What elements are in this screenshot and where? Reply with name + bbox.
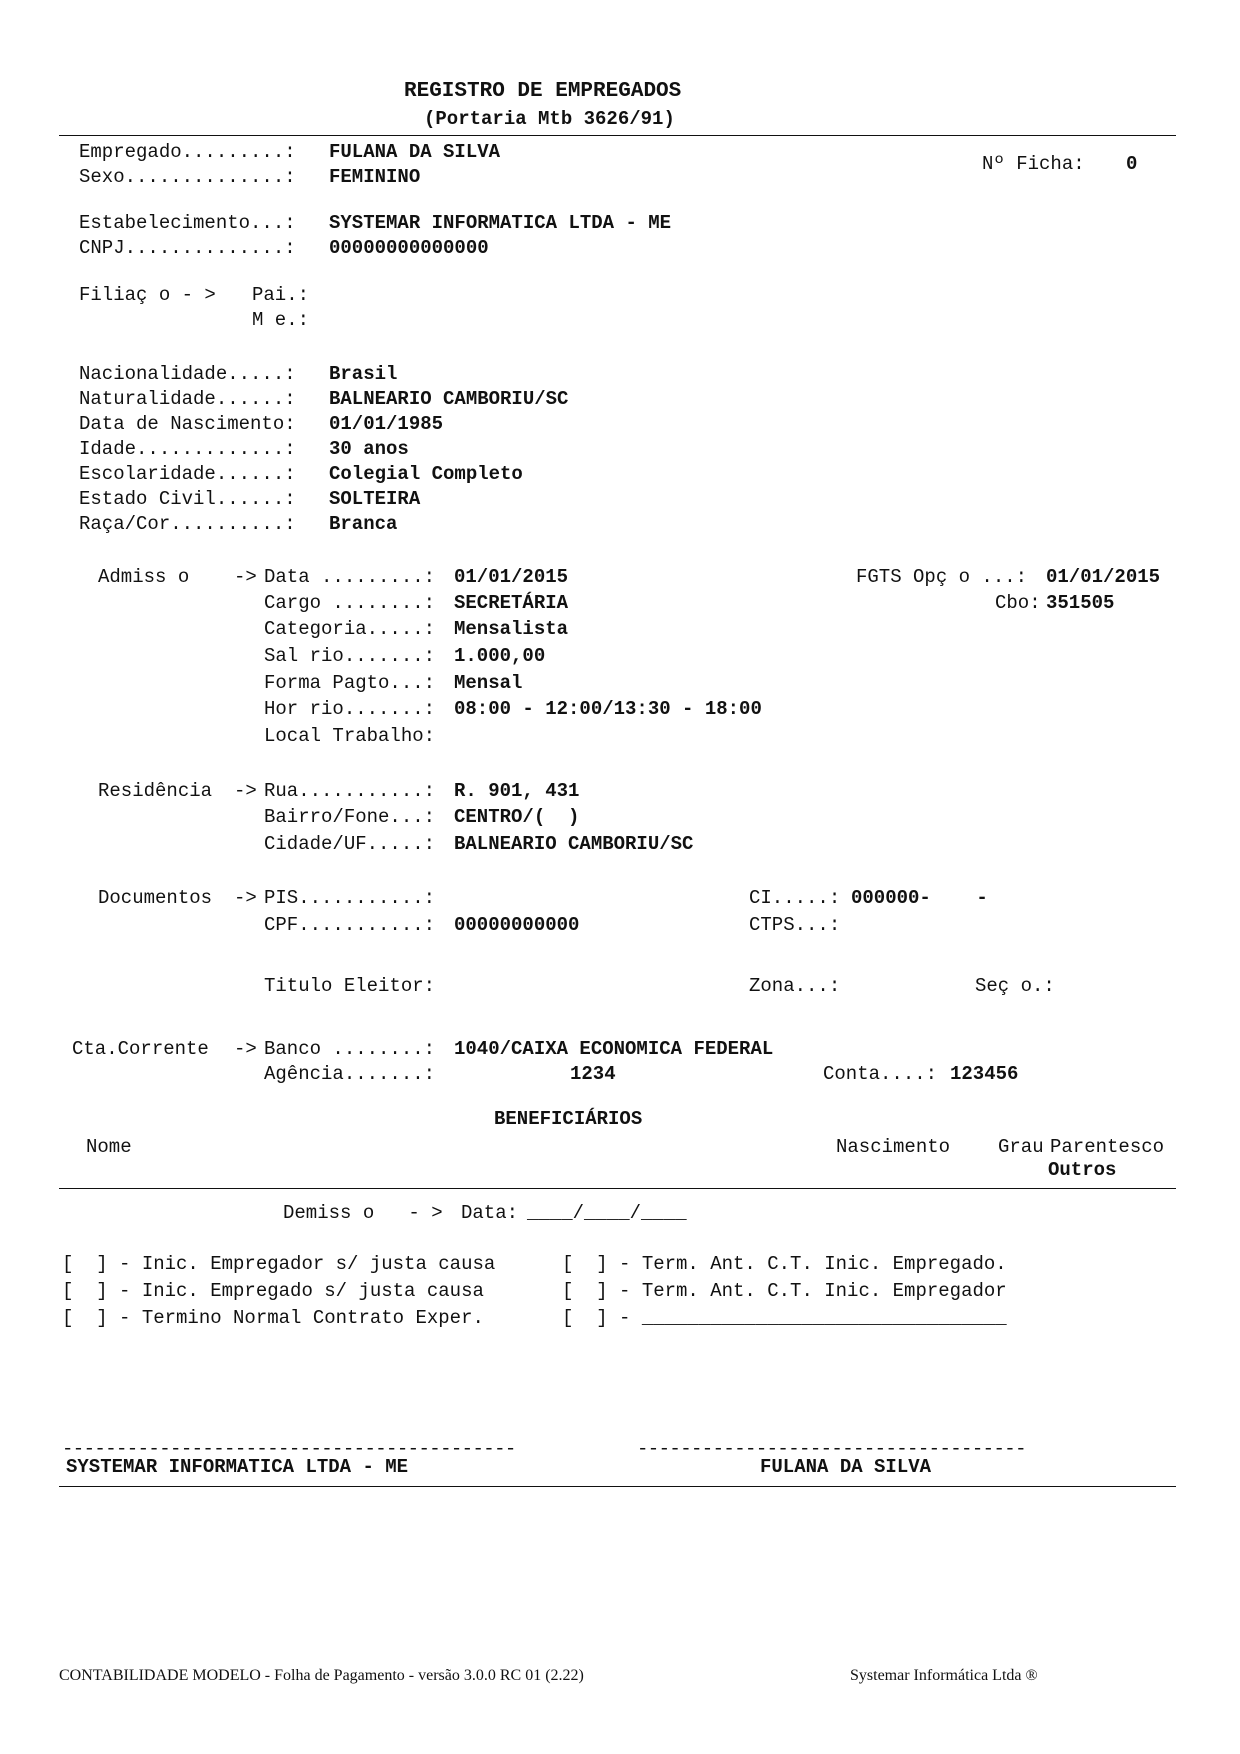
page-subtitle: (Portaria Mtb 3626/91) [424, 108, 675, 130]
fgts-value: 01/01/2015 [1046, 566, 1161, 588]
district-value: CENTRO/( ) [454, 806, 580, 828]
employee-name: FULANA DA SILVA [329, 141, 501, 163]
salary-label: Sal rio.......: [264, 645, 436, 667]
naturality-value: BALNEARIO CAMBORIU/SC [329, 388, 569, 410]
payment-value: Mensal [454, 672, 523, 694]
ficha-value: 0 [1126, 153, 1138, 175]
age-label: Idade.............: [79, 438, 296, 460]
dismissal-option: [ ] - ________________________________ [562, 1307, 1007, 1329]
dismissal-date-blank: ____/____/____ [527, 1202, 687, 1224]
civil-label: Estado Civil......: [79, 488, 296, 510]
establishment-value: SYSTEMAR INFORMATICA LTDA - ME [329, 212, 672, 234]
admission-date-value: 01/01/2015 [454, 566, 569, 588]
account-value: 123456 [950, 1063, 1019, 1085]
top-divider [59, 135, 1176, 136]
voter-label: Titulo Eleitor: [264, 975, 436, 997]
street-label: Rua...........: [264, 780, 436, 802]
category-value: Mensalista [454, 618, 569, 640]
role-value: SECRETÁRIA [454, 592, 569, 614]
father-label: Pai.: [252, 284, 310, 306]
nationality-label: Nacionalidade.....: [79, 363, 296, 385]
sex-value: FEMININO [329, 166, 421, 188]
district-label: Bairro/Fone...: [264, 806, 436, 828]
sex-label: Sexo..............: [79, 166, 296, 188]
documents-section-label: Documentos [98, 887, 213, 909]
filiation-label: Filiaç o - > [79, 284, 216, 306]
bank-label: Banco ........: [264, 1038, 436, 1060]
cpf-value: 00000000000 [454, 914, 580, 936]
footer-left-text: CONTABILIDADE MODELO - Folha de Pagamento - versão 3.0.0 RC 01 (2.22) [59, 1667, 584, 1684]
establishment-label: Estabelecimento...: [79, 212, 296, 234]
employee-signature-name: FULANA DA SILVA [760, 1456, 932, 1478]
dismissal-option: [ ] - Inic. Empregado s/ justa causa [62, 1280, 484, 1302]
beneficiaries-col-kinship: Parentesco [1050, 1136, 1165, 1158]
ficha-label: Nº Ficha: [982, 153, 1085, 175]
race-value: Branca [329, 513, 398, 535]
admission-arrow: -> [234, 566, 257, 588]
page-title: REGISTRO DE EMPREGADOS [404, 80, 682, 103]
naturality-label: Naturalidade......: [79, 388, 296, 410]
agency-label: Agência.......: [264, 1063, 436, 1085]
city-value: BALNEARIO CAMBORIU/SC [454, 833, 694, 855]
dismissal-option: [ ] - Termino Normal Contrato Exper. [62, 1307, 484, 1329]
city-label: Cidade/UF.....: [264, 833, 436, 855]
bank-value: 1040/CAIXA ECONOMICA FEDERAL [454, 1038, 774, 1060]
residence-arrow: -> [234, 780, 257, 802]
employer-signature-line: ------------------------------------------ [62, 1438, 516, 1460]
admission-date-label: Data .........: [264, 566, 436, 588]
footer-right-text: Systemar Informática Ltda ® [850, 1667, 1038, 1684]
employee-signature-line: ------------------------------------ [637, 1438, 1026, 1460]
employer-signature-name: SYSTEMAR INFORMATICA LTDA - ME [66, 1456, 409, 1478]
agency-value: 1234 [570, 1063, 616, 1085]
vote-section-label: Seç o.: [975, 975, 1055, 997]
street-value: R. 901, 431 [454, 780, 580, 802]
cbo-value: 351505 [1046, 592, 1115, 614]
cnpj-label: CNPJ..............: [79, 237, 296, 259]
civil-value: SOLTEIRA [329, 488, 421, 510]
employee-name-label: Empregado.........: [79, 141, 296, 163]
dismissal-option: [ ] - Inic. Empregador s/ justa causa [62, 1253, 496, 1275]
cnpj-value: 00000000000000 [329, 237, 489, 259]
beneficiaries-divider [59, 1188, 1176, 1189]
fgts-label: FGTS Opç o ...: [856, 566, 1028, 588]
signature-divider [59, 1486, 1176, 1487]
education-value: Colegial Completo [329, 463, 523, 485]
bank-arrow: -> [234, 1038, 257, 1060]
bank-section-label: Cta.Corrente [72, 1038, 209, 1060]
schedule-label: Hor rio.......: [264, 698, 436, 720]
race-label: Raça/Cor..........: [79, 513, 296, 535]
salary-value: 1.000,00 [454, 645, 546, 667]
dismissal-label: Demiss o - > [283, 1202, 443, 1224]
mother-label: M e.: [252, 309, 310, 331]
pis-label: PIS...........: [264, 887, 436, 909]
ctps-label: CTPS...: [749, 914, 841, 936]
nationality-value: Brasil [329, 363, 398, 385]
payment-label: Forma Pagto...: [264, 672, 436, 694]
beneficiaries-col-birth: Nascimento [836, 1136, 951, 1158]
dismissal-option: [ ] - Term. Ant. C.T. Inic. Empregador [562, 1280, 1007, 1302]
beneficiaries-title: BENEFICIÁRIOS [494, 1108, 643, 1130]
ci-label: CI.....: [749, 887, 841, 909]
beneficiary-kinship-value: Outros [1048, 1159, 1117, 1181]
account-label: Conta....: [823, 1063, 938, 1085]
workplace-label: Local Trabalho: [264, 725, 436, 747]
documents-arrow: -> [234, 887, 257, 909]
birth-label: Data de Nascimento: [79, 413, 296, 435]
cbo-label: Cbo: [995, 592, 1041, 614]
beneficiaries-col-degree: Grau [998, 1136, 1044, 1158]
beneficiaries-col-name: Nome [86, 1136, 132, 1158]
role-label: Cargo ........: [264, 592, 436, 614]
zone-label: Zona...: [749, 975, 841, 997]
schedule-value: 08:00 - 12:00/13:30 - 18:00 [454, 698, 762, 720]
cpf-label: CPF...........: [264, 914, 436, 936]
admission-section-label: Admiss o [98, 566, 190, 588]
education-label: Escolaridade......: [79, 463, 296, 485]
dismissal-option: [ ] - Term. Ant. C.T. Inic. Empregado. [562, 1253, 1007, 1275]
dismissal-date-label: Data: [461, 1202, 519, 1224]
category-label: Categoria.....: [264, 618, 436, 640]
age-value: 30 anos [329, 438, 409, 460]
birth-value: 01/01/1985 [329, 413, 444, 435]
residence-section-label: Residência [98, 780, 213, 802]
ci-value: 000000- - [851, 887, 988, 909]
